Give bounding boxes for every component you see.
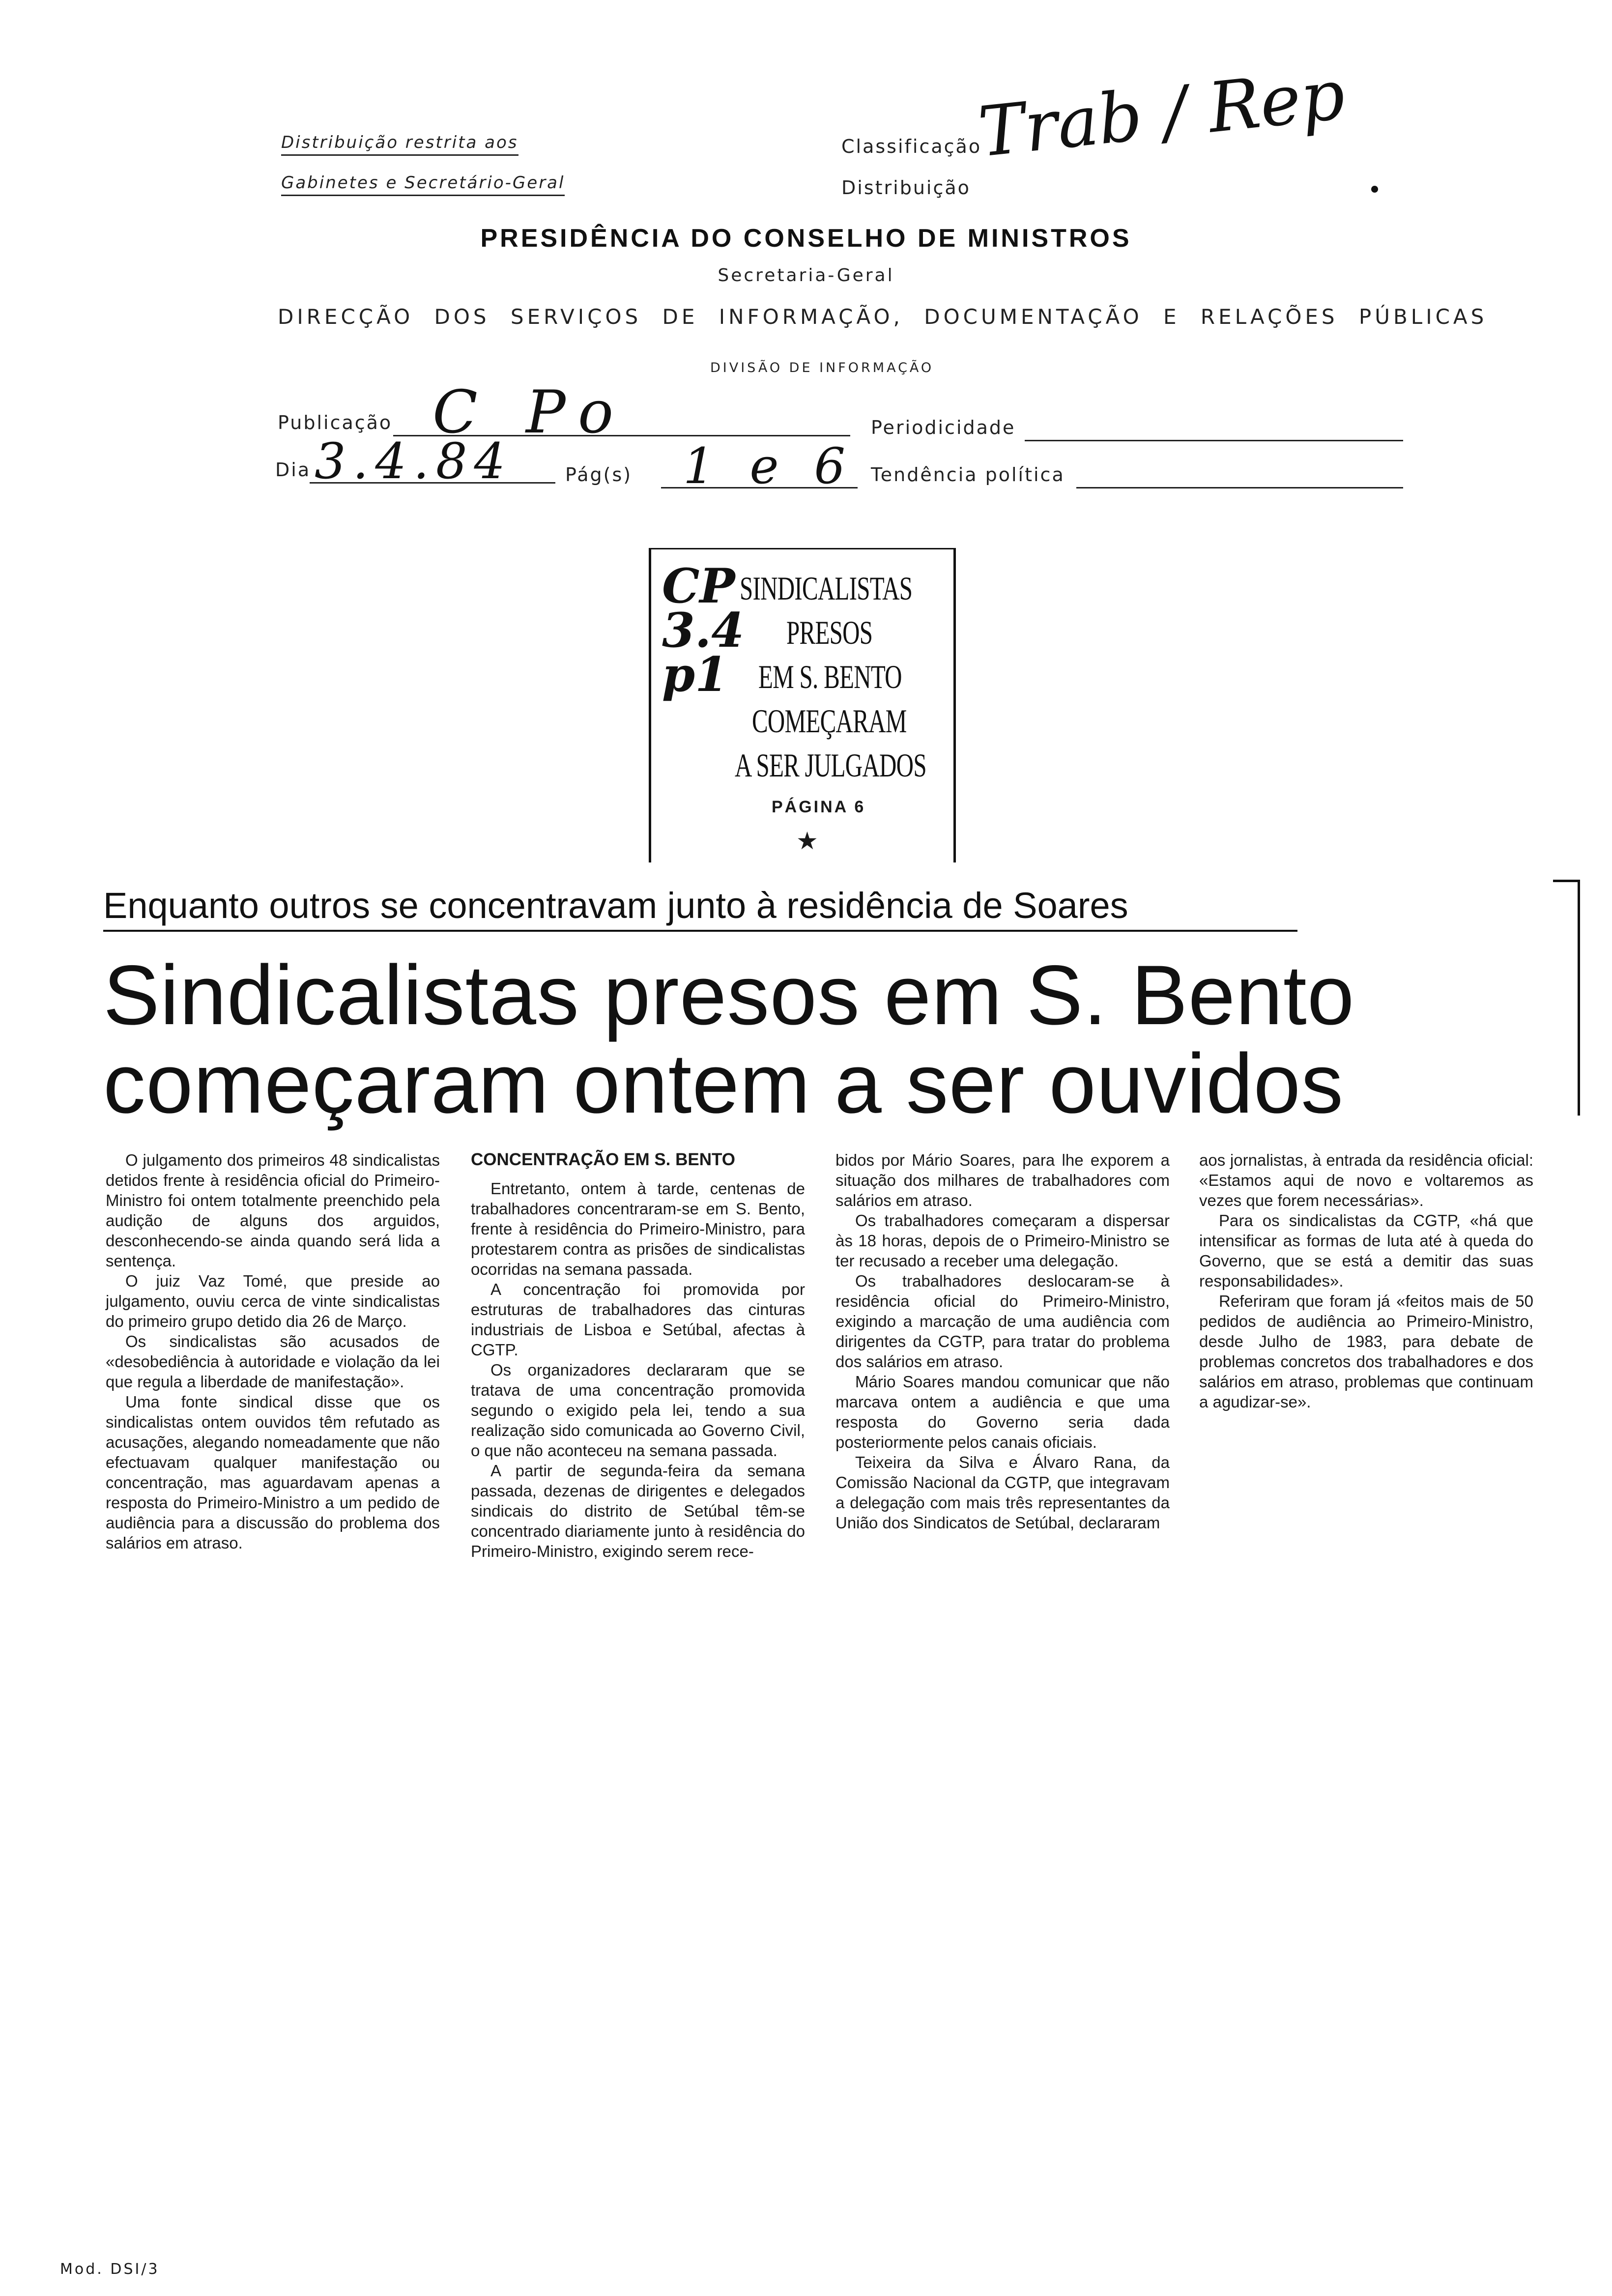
col4-paragraph: aos jornalistas, à entrada da residência oficial: «Estamos aqui de novo e voltaremos as vezes que forem necessárias». (1199, 1151, 1533, 1209)
article-kicker: Enquanto outros se concentravam junto à residência de Soares (103, 885, 1128, 926)
margin-rule (1578, 880, 1580, 1116)
headline-line-1: Sindicalistas presos em S. Bento (103, 948, 1355, 1042)
periodicity-label: Periodicidade (871, 417, 1016, 438)
publication-handwritten: C Po (432, 378, 629, 447)
margin-rule-top (1553, 880, 1580, 882)
kicker-rule (103, 930, 1297, 932)
col3-paragraph: bidos por Mário Soares, para lhe exporem a situação dos milhares de trabalhadores com salários em atraso. (835, 1151, 1170, 1209)
article-column-3 (835, 1150, 1170, 1533)
front-page-line-3: EM S. BENTO (758, 658, 902, 695)
publication-label: Publicação (278, 412, 393, 433)
col2-paragraph: A partir de segunda-feira da semana passada, dezenas de dirigentes e delegados sindicais do distrito de Setúbal têm-se concentrado diariamente junto à residência do Primeiro-Ministro, exigindo serem rece- (471, 1462, 805, 1560)
periodicity-field (1025, 422, 1403, 441)
department-title: DIRECÇÃO DOS SERVIÇOS DE INFORMAÇÃO, DOCUMENTAÇÃO E RELAÇÕES PÚBLICAS (278, 305, 1488, 329)
front-page-ref: PÁGINA 6 (772, 798, 866, 816)
distribution-note-line1: Distribuição restrita aos (281, 133, 518, 156)
col4-paragraph: Referiram que foram já «feitos mais de 50 pedidos de audiência ao Primeiro-Ministro, desde Julho de 1983, para debate de problemas concretos dos trabalhadores e dos salários em atraso, problemas que continuam a agudizar-se». (1199, 1292, 1533, 1411)
article-column-2 (471, 1150, 805, 1561)
col2-subhead: CONCENTRAÇÃO EM S. BENTO (471, 1150, 735, 1169)
front-page-handwritten: CP 3.4 p1 (662, 558, 745, 702)
col2-paragraph: Entretanto, ontem à tarde, centenas de trabalhadores concentraram-se em S. Bento, frente à residência do Primeiro-Ministro, para protestarem contra as prisões de sindicalistas ocorridas na semana passada. (471, 1179, 805, 1278)
ink-dot (1371, 186, 1378, 193)
col3-paragraph: Os trabalhadores começaram a dispersar às 18 horas, depois de o Primeiro-Ministro se ter recusado a receber uma delegação. (835, 1211, 1170, 1270)
page-handwritten: 1 e 6 (683, 437, 855, 495)
col1-paragraph: Os sindicalistas são acusados de «desobediência à autoridade e violação da lei que regula a liberdade de manifestação». (106, 1332, 440, 1391)
article-column-1 (106, 1150, 440, 1553)
col1-paragraph: O julgamento dos primeiros 48 sindicalistas detidos frente à residência oficial do Primeiro-Ministro foi ontem totalmente preenchido pela audição de alguns dos arguidos, desconhecendo-se ainda quando será lida a sentença. (106, 1151, 440, 1270)
day-label: Dia (275, 459, 311, 481)
col3-paragraph: Teixeira da Silva e Álvaro Rana, da Comissão Nacional da CGTP, que integravam a delegação com mais três representantes da União dos Sindicatos de Setúbal, declararam (835, 1453, 1170, 1532)
col1-paragraph: Uma fonte sindical disse que os sindicalistas ontem ouvidos têm refutado as acusações, alegando nomeadamente que não efectuavam qualquer manifestação ou concentração, mas aguardavam apenas a resposta do Primeiro-Ministro a um pedido de audiência para a discussão do problema dos salários em atraso. (106, 1393, 440, 1552)
front-page-line-1: SINDICALISTAS (740, 570, 913, 607)
star-icon: ★ (796, 827, 818, 855)
front-page-line-5: A SER JULGADOS (735, 746, 926, 784)
tendency-label: Tendência política (871, 464, 1065, 486)
distribution-note-line2: Gabinetes e Secretário-Geral (281, 173, 565, 196)
front-page-line-4: COMEÇARAM (752, 702, 907, 740)
institution-title: PRESIDÊNCIA DO CONSELHO DE MINISTROS (480, 224, 1132, 253)
division-title: DIVISÃO DE INFORMAÇÃO (710, 360, 934, 375)
col3-paragraph: Os trabalhadores deslocaram-se à residência oficial do Primeiro-Ministro, exigindo a marcação de uma audiência com dirigentes da CGTP, para tratar do problema dos salários em atraso. (835, 1272, 1170, 1371)
col1-paragraph: O juiz Vaz Tomé, que preside ao julgamento, ouviu cerca de vinte sindicalistas do primeiro grupo detido dia 26 de Março. (106, 1272, 440, 1330)
distribution-label: Distribuição (841, 177, 971, 199)
classification-label: Classificação (841, 136, 982, 157)
form-code: Mod. DSI/3 (60, 2261, 160, 2278)
headline-line-2: começaram ontem a ser ouvidos (103, 1036, 1344, 1131)
classification-handwritten: Trab / Rep (975, 55, 1349, 173)
col2-paragraph: Os organizadores declararam que se tratava de uma concentração promovida segundo o exigido pela lei, tendo a sua realização sido comunicada ao Governo Civil, o que não aconteceu na semana passada. (471, 1361, 805, 1460)
tendency-field (1076, 469, 1403, 488)
front-page-line-2: PRESOS (786, 614, 873, 651)
col4-paragraph: Para os sindicalistas da CGTP, «há que intensificar as formas de luta até à queda do Governo, que se está a demitir das suas responsabilidades». (1199, 1211, 1533, 1290)
secretariat-title: Secretaria-Geral (718, 265, 894, 286)
article-column-4 (1199, 1150, 1533, 1412)
page-label: Pág(s) (565, 464, 633, 486)
col2-paragraph: A concentração foi promovida por estruturas de trabalhadores das cinturas industriais de Lisboa e Setúbal, afectas à CGTP. (471, 1280, 805, 1359)
col3-paragraph: Mário Soares mandou comunicar que não marcava ontem a audiência e que uma resposta do Governo seria dada posteriormente pelos canais oficiais. (835, 1373, 1170, 1451)
front-page-teaser-box (649, 548, 956, 862)
day-handwritten: 3.4.84 (315, 432, 513, 490)
